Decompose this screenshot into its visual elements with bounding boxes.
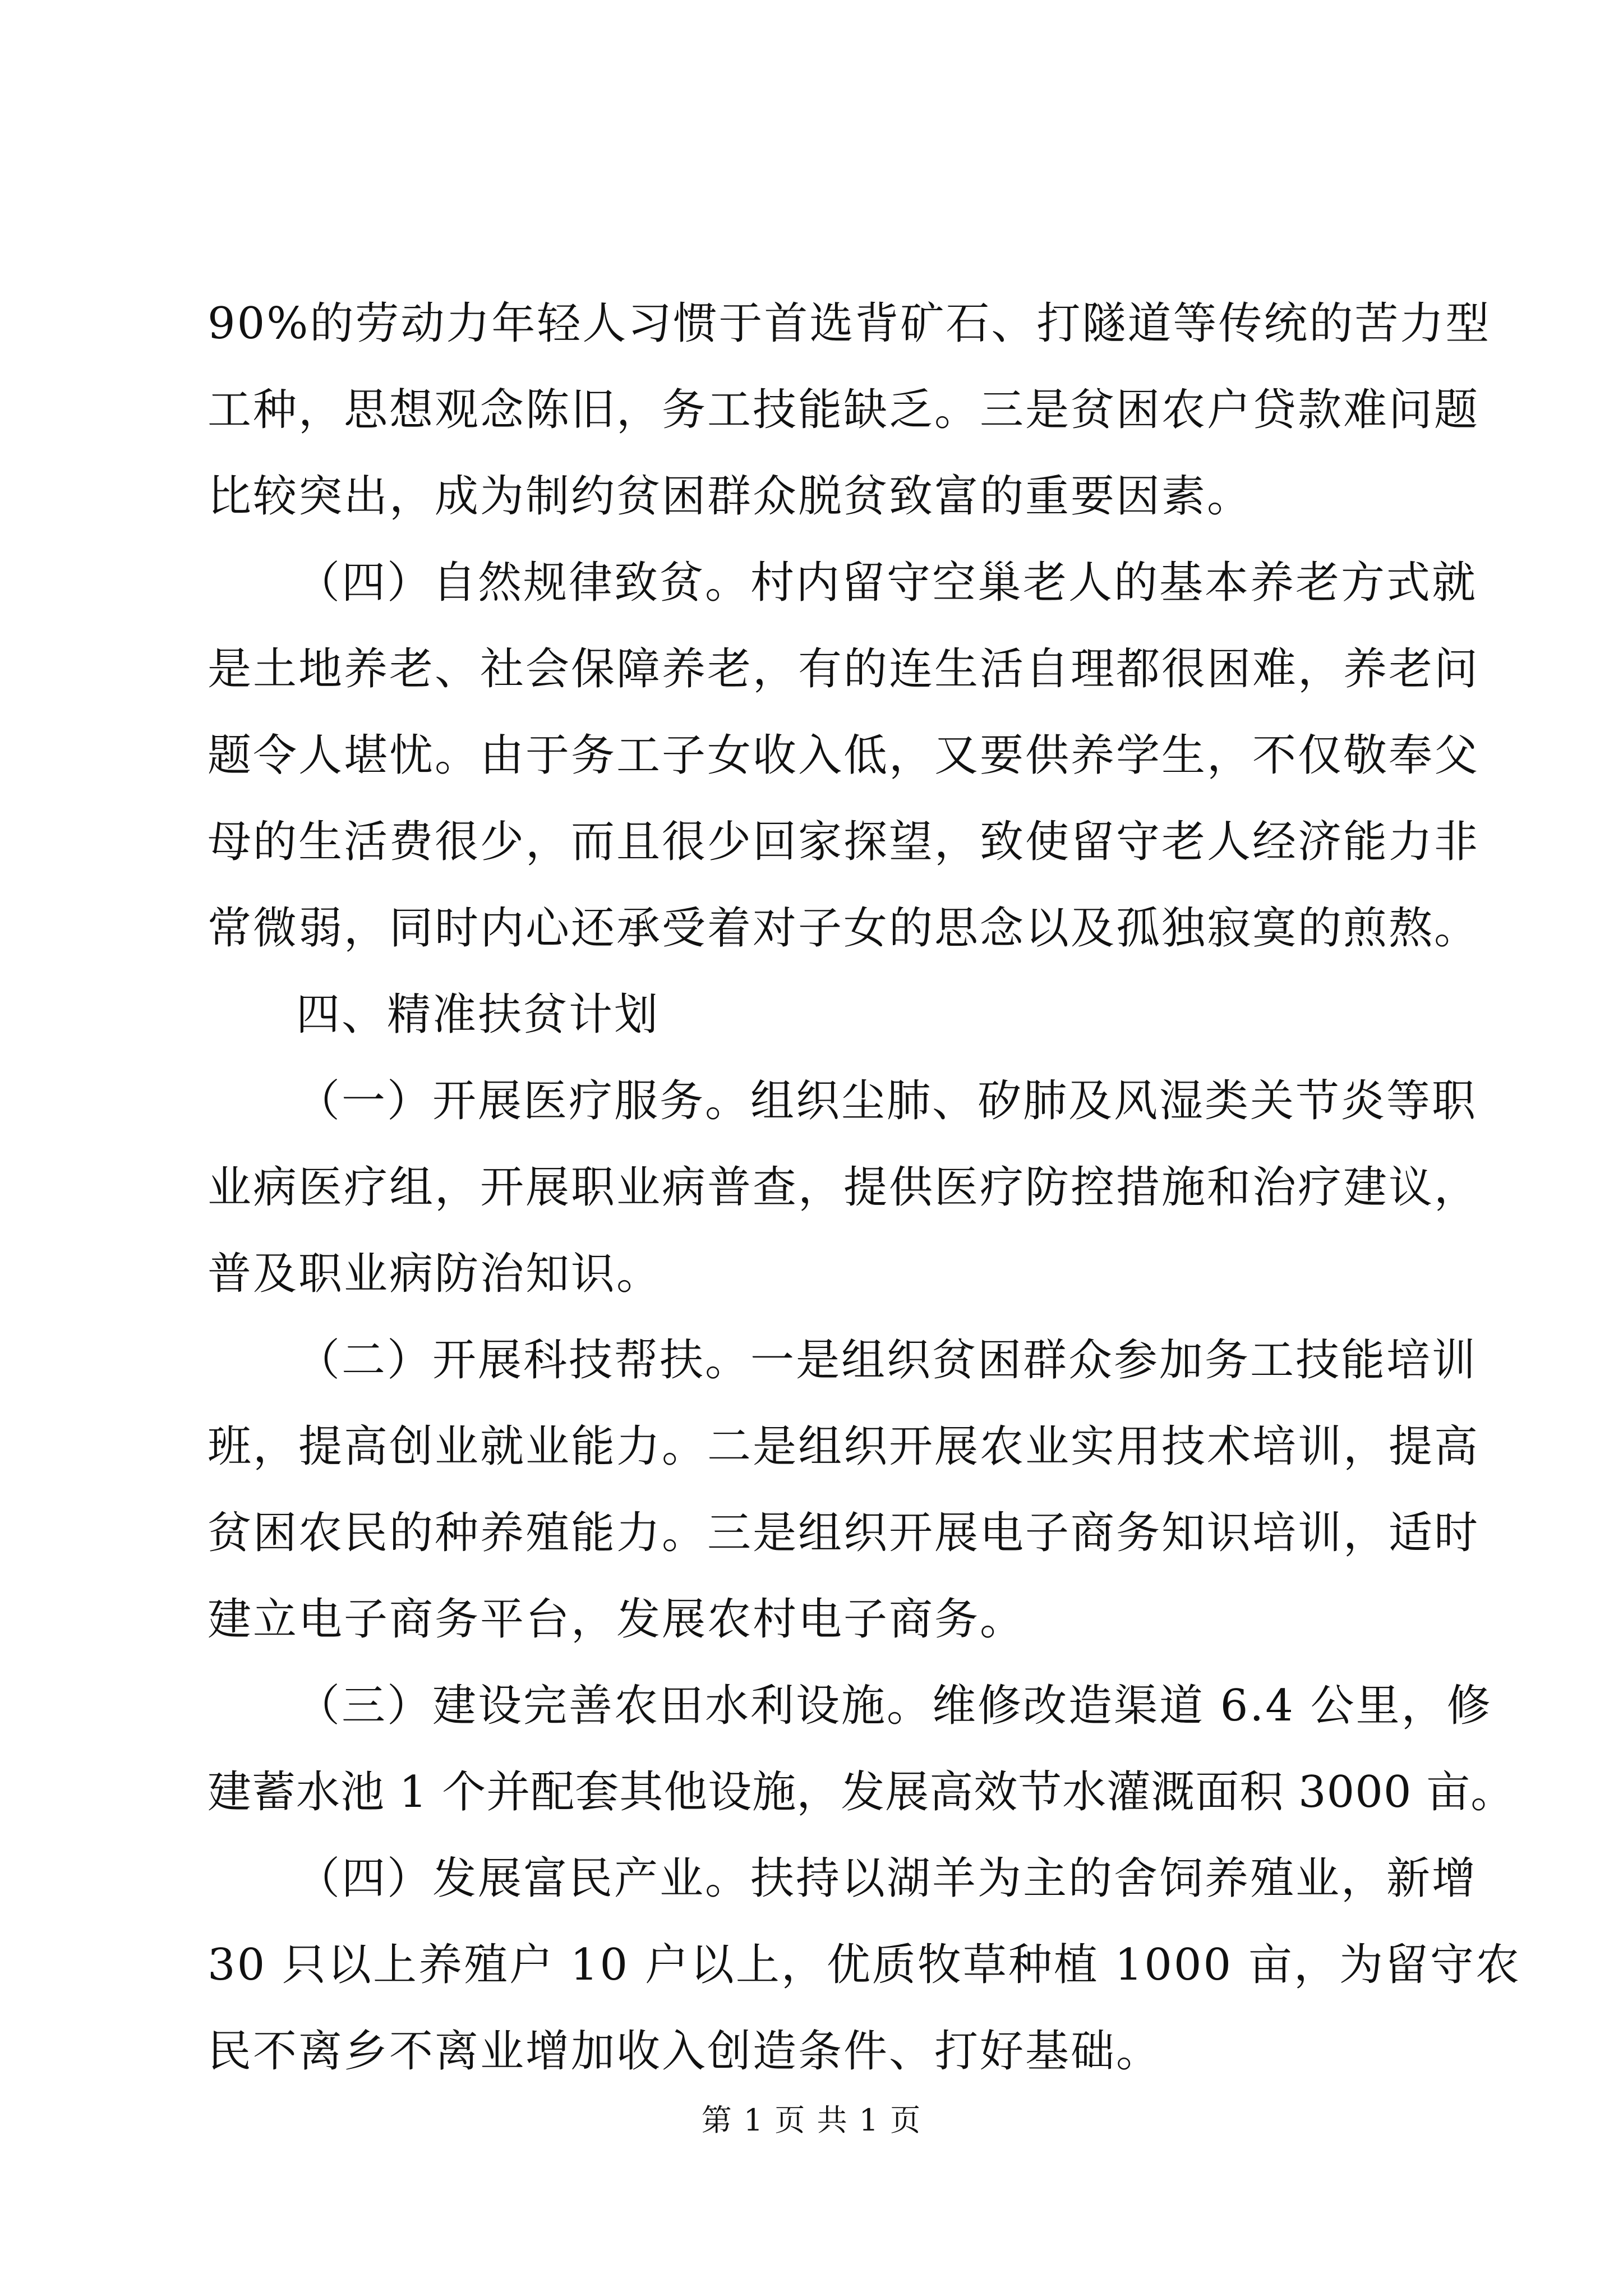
text-line: 母的生活费很少，而且很少回家探望，致使留守老人经济能力非	[208, 817, 1480, 867]
text-line: 比较突出，成为制约贫困群众脱贫致富的重要因素。	[208, 471, 1253, 522]
text-line: 业病医疗组，开展职业病普查，提供医疗防控措施和治疗建议，	[208, 1162, 1480, 1213]
text-line: 建蓄水池 1 个并配套其他设施，发展高效节水灌溉面积 3000 亩。	[208, 1767, 1515, 1818]
text-line: 是土地养老、社会保障养老，有的连生活自理都很困难，养老问	[208, 644, 1480, 694]
text-line: 工种，思想观念陈旧，务工技能缺乏。三是贫困农户贷款难问题	[208, 385, 1480, 435]
document-body	[208, 280, 1521, 2095]
text-line: （三）建设完善农田水利设施。维修改造渠道 6.4 公里，修	[296, 1681, 1492, 1731]
text-line: 普及职业病防治知识。	[208, 1249, 662, 1299]
section-heading: 四、精准扶贫计划	[296, 990, 660, 1040]
text-line: 贫困农民的种养殖能力。三是组织开展电子商务知识培训，适时	[208, 1508, 1480, 1558]
text-line: 90%的劳动力年轻人习惯于首选背矿石、打隧道等传统的苦力型	[208, 298, 1491, 349]
text-line: 建立电子商务平台，发展农村电子商务。	[208, 1594, 1026, 1645]
text-line: （二）开展科技帮扶。一是组织贫困群众参加务工技能培训	[296, 1335, 1478, 1386]
text-line: 30 只以上养殖户 10 户以上，优质牧草种植 1000 亩，为留守农	[208, 1940, 1521, 1990]
text-line: 常微弱，同时内心还承受着对子女的思念以及孤独寂寞的煎熬。	[208, 903, 1480, 954]
text-line: 题令人堪忧。由于务工子女收入低，又要供养学生，不仅敬奉父	[208, 730, 1480, 781]
text-line: （一）开展医疗服务。组织尘肺、矽肺及风湿类关节炎等职	[296, 1076, 1478, 1126]
text-line: 班，提高创业就业能力。二是组织开展农业实用技术培训，提高	[208, 1421, 1480, 1472]
text-line: （四）自然规律致贫。村内留守空巢老人的基本养老方式就	[296, 558, 1478, 608]
page-footer: 第 1 页 共 1 页	[701, 2102, 922, 2138]
text-line: 民不离乡不离业增加收入创造条件、打好基础。	[208, 2026, 1162, 2077]
text-line: （四）发展富民产业。扶持以湖羊为主的舍饲养殖业，新增	[296, 1853, 1478, 1904]
